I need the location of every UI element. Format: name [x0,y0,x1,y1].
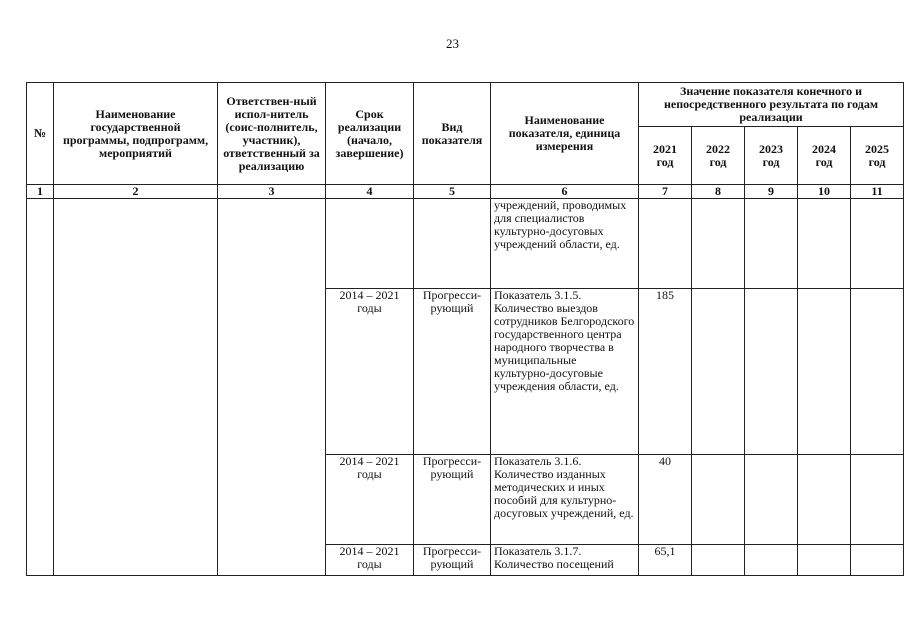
indicator-type-cell: Прогресси-рующий [414,545,491,576]
column-number: 7 [639,185,692,199]
column-number: 2 [54,185,218,199]
value-2024-cell [798,289,851,455]
value-2022-cell [692,289,745,455]
column-number: 5 [414,185,491,199]
header-period: Срок реализации (начало, завершение) [326,83,414,185]
header-row [27,83,904,127]
page-number: 23 [446,36,459,51]
value-2023-cell [745,545,798,576]
responsible-cell [218,199,326,576]
value-2023-cell [745,199,798,289]
header-indicator-type: Вид показателя [414,83,491,185]
indicator-name-cell: Показатель 3.1.6. Количество изданных методических и иных пособий для культурно-досуговых учреждений, ед. [491,455,639,545]
period-cell: 2014 – 2021 годы [326,545,414,576]
header-year-2025: 2025 год [851,127,904,185]
header-year-2022: 2022 год [692,127,745,185]
indicator-type-cell: Прогресси-рующий [414,455,491,545]
number-cell [27,199,54,576]
header-year-2021: 2021 год [639,127,692,185]
header-program-name: Наименование государственной программы, подпрограмм, мероприятий [54,83,218,185]
header-values-group: Значение показателя конечного и непосредственного результата по годам реализации [639,83,904,127]
value-2022-cell [692,545,745,576]
column-number: 10 [798,185,851,199]
value-2021-cell: 185 [639,289,692,455]
column-number: 8 [692,185,745,199]
header-responsible: Ответствен-ный испол-нитель (соис-полнитель, участник), ответственный за реализацию [218,83,326,185]
value-2021-cell: 40 [639,455,692,545]
column-number: 3 [218,185,326,199]
column-number: 1 [27,185,54,199]
value-2022-cell [692,455,745,545]
column-number: 9 [745,185,798,199]
indicator-name-cell: Показатель 3.1.5. Количество выездов сотрудников Белгородского государственного центра народного творчества в муниципальные культурно-досуговые учреждения области, ед. [491,289,639,455]
indicator-type-cell [414,199,491,289]
value-2025-cell [851,455,904,545]
indicator-name-cell: Показатель 3.1.7. Количество посещений [491,545,639,576]
value-2022-cell [692,199,745,289]
value-2025-cell [851,199,904,289]
indicators-table [26,82,904,576]
column-numbers-row [27,185,904,199]
header-year-2024: 2024 год [798,127,851,185]
indicator-type-cell: Прогресси-рующий [414,289,491,455]
period-cell [326,199,414,289]
value-2025-cell [851,545,904,576]
period-cell: 2014 – 2021 годы [326,455,414,545]
value-2023-cell [745,289,798,455]
value-2021-cell [639,199,692,289]
value-2025-cell [851,289,904,455]
value-2021-cell: 65,1 [639,545,692,576]
value-2024-cell [798,545,851,576]
header-indicator-name: Наименование показателя, единица измерения [491,83,639,185]
table-row [27,199,904,289]
indicator-name-cell: учреждений, проводимых для специалистов культурно-досуговых учреждений области, ед. [491,199,639,289]
header-number: № [27,83,54,185]
value-2024-cell [798,199,851,289]
value-2023-cell [745,455,798,545]
column-number: 4 [326,185,414,199]
header-year-2023: 2023 год [745,127,798,185]
column-number: 6 [491,185,639,199]
column-number: 11 [851,185,904,199]
program-name-cell [54,199,218,576]
period-cell: 2014 – 2021 годы [326,289,414,455]
value-2024-cell [798,455,851,545]
